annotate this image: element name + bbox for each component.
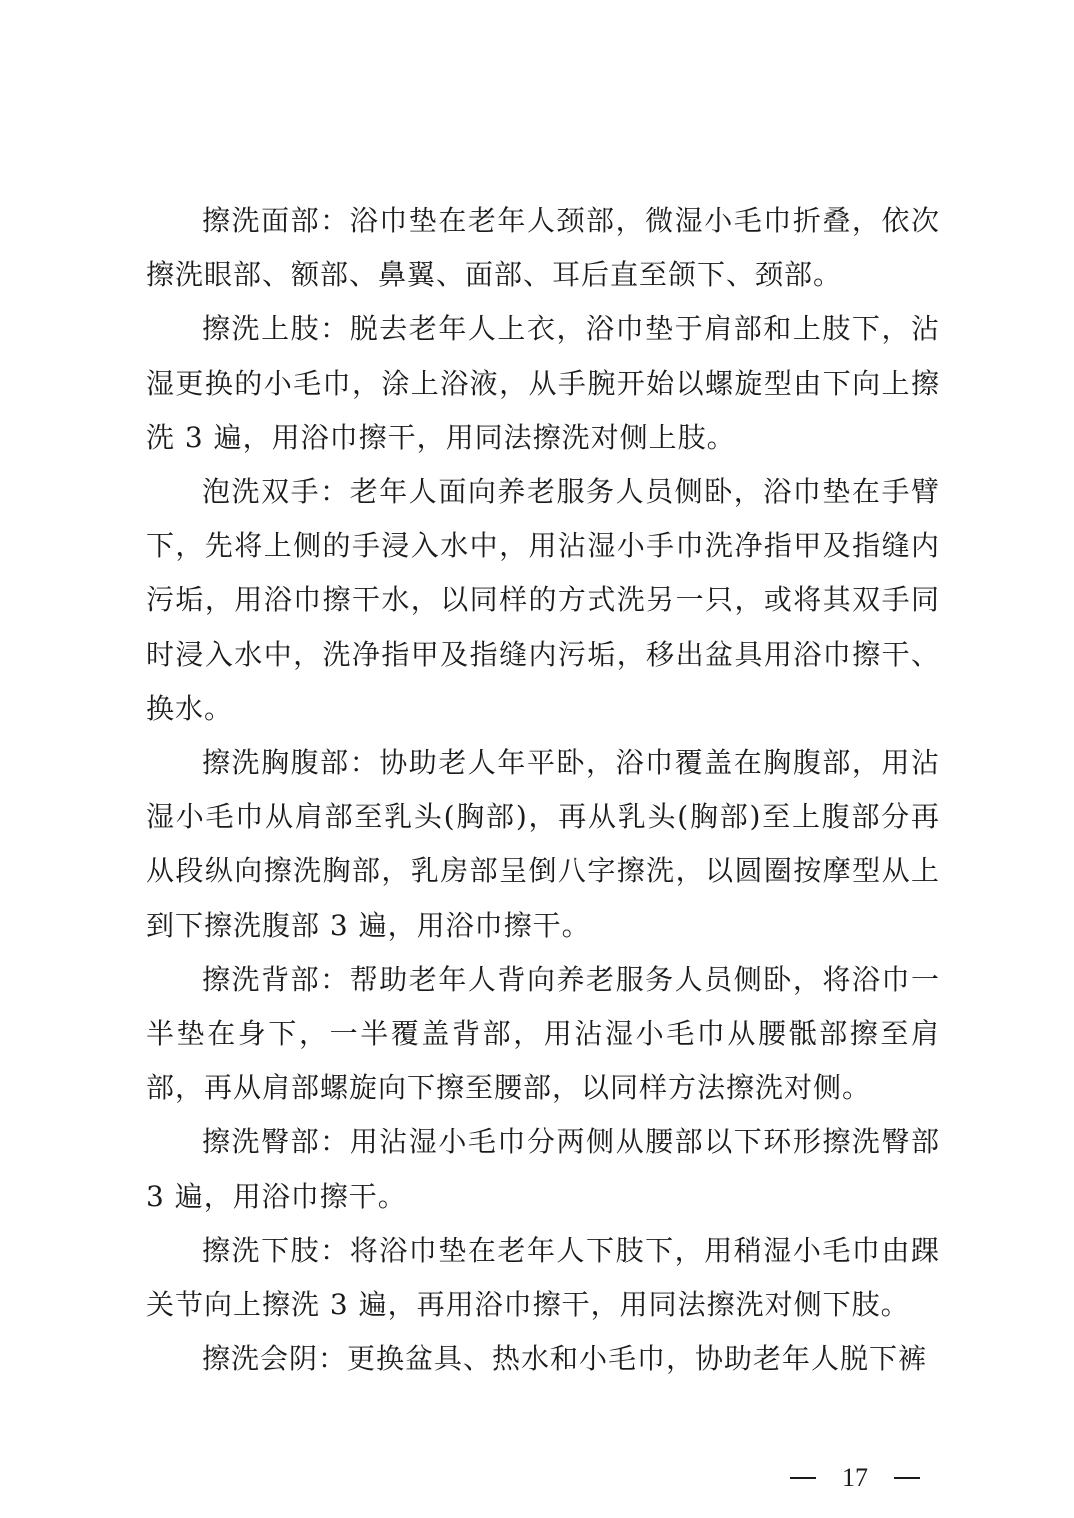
footer-dash-left [790, 1477, 816, 1479]
footer-dash-right [894, 1477, 920, 1479]
paragraph-chest-abdomen: 擦洗胸腹部：协助老人年平卧，浴巾覆盖在胸腹部，用沾湿小毛巾从肩部至乳头(胸部)，再从乳头(胸部)至上腹部分再从段纵向擦洗胸部，乳房部呈倒八字擦洗，以圆圈按摩型从上到下擦洗腹部 3 遍，用浴巾擦干。 [146, 746, 940, 942]
paragraph-hands: 泡洗双手：老年人面向养老服务人员侧卧，浴巾垫在手臂下，先将上侧的手浸入水中，用沾湿小手巾洗净指甲及指缝内污垢，用浴巾擦干水，以同样的方式洗另一只，或将其双手同时浸入水中，洗净指甲及指缝内污垢，移出盆具用浴巾擦干、换水。 [146, 475, 940, 725]
page-footer [790, 1458, 920, 1498]
paragraph-face: 擦洗面部：浴巾垫在老年人颈部，微湿小毛巾折叠，依次擦洗眼部、额部、鼻翼、面部、耳后直至颌下、颈部。 [146, 204, 940, 292]
paragraph-back: 擦洗背部：帮助老年人背向养老服务人员侧卧，将浴巾一半垫在身下，一半覆盖背部，用沾湿小毛巾从腰骶部擦至肩部，再从肩部螺旋向下擦至腰部，以同样方法擦洗对侧。 [146, 962, 940, 1105]
paragraph-buttocks: 擦洗臀部：用沾湿小毛巾分两侧从腰部以下环形擦洗臀部3 遍，用浴巾擦干。 [146, 1125, 940, 1213]
body-text [146, 194, 940, 1386]
paragraph-perineum: 擦洗会阴：更换盆具、热水和小毛巾，协助老年人脱下裤 [202, 1342, 928, 1376]
paragraph-lower-limbs: 擦洗下肢：将浴巾垫在老年人下肢下，用稍湿小毛巾由踝关节向上擦洗 3 遍，再用浴巾擦干，用同法擦洗对侧下肢。 [146, 1233, 940, 1322]
page-number: 17 [842, 1463, 868, 1492]
paragraph-upper-limbs: 擦洗上肢：脱去老年人上衣，浴巾垫于肩部和上肢下，沾湿更换的小毛巾，涂上浴液，从手腕开始以螺旋型由下向上擦洗 3 遍，用浴巾擦干，用同法擦洗对侧上肢。 [146, 312, 940, 454]
